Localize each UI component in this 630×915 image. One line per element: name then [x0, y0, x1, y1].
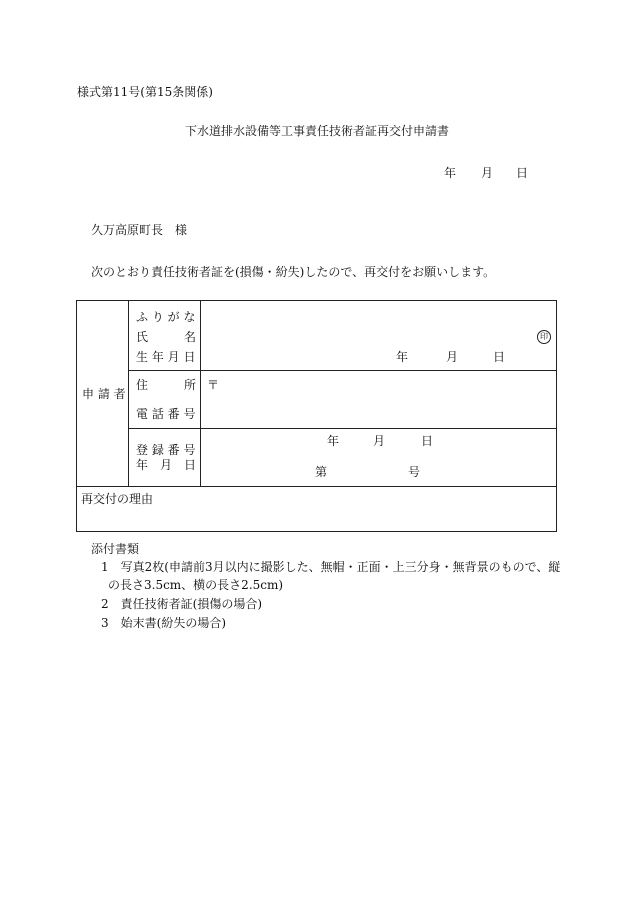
name-label-first: 氏: [136, 330, 149, 344]
seal-mark-icon: 印: [537, 330, 551, 344]
address-label-second: 所: [184, 378, 197, 392]
attachment-item-3: 3 始末書(紛失の場合): [101, 616, 226, 630]
reg-year-label: 年: [327, 434, 340, 448]
reg-month-label: 月: [373, 434, 386, 448]
birth-day-label: 日: [493, 350, 506, 364]
table-divider-row3: [76, 486, 557, 487]
attachment-item-1: 1 写真2枚(申請前3月以内に撮影した、無帽・正面・上三分身・無背景のもので、縦: [101, 560, 561, 574]
birth-year-label: 年: [396, 350, 409, 364]
address-label-first: 住: [136, 378, 149, 392]
form-title: 下水道排水設備等工事責任技術者証再交付申請書: [185, 124, 450, 138]
attachment-item-2: 2 責任技術者証(損傷の場合): [101, 597, 262, 611]
request-statement: 次のとおり責任技術者証を(損傷・紛失)したので、再交付をお願いします。: [91, 265, 496, 279]
addressee: 久万高原町長 様: [91, 223, 188, 237]
attachments-heading: 添付書類: [91, 542, 140, 556]
postal-mark-icon: 〒: [207, 378, 220, 392]
registration-date-label: 年 月 日: [136, 458, 197, 472]
birthdate-label: 生 年 月 日: [136, 350, 196, 364]
date-year-label: 年: [444, 166, 457, 180]
birth-month-label: 月: [446, 350, 459, 364]
name-label-second: 名: [184, 330, 197, 344]
reg-number-prefix: 第: [315, 465, 328, 479]
table-border-left: [76, 300, 77, 532]
table-divider-row2: [128, 428, 557, 429]
furigana-label: ふ り が な: [136, 310, 196, 324]
reason-label: 再交付の理由: [81, 492, 154, 506]
phone-label: 電 話 番 号: [136, 407, 196, 421]
reg-number-suffix: 号: [408, 465, 421, 479]
table-divider-col1: [128, 300, 129, 487]
attachment-item-1-continued: の長さ3.5cm、横の長さ2.5cm): [108, 578, 284, 592]
registration-number-label: 登 録 番 号: [136, 443, 196, 457]
reg-day-label: 日: [421, 434, 434, 448]
table-divider-col2: [200, 300, 201, 487]
table-border-bottom: [76, 531, 557, 532]
date-day-label: 日: [516, 166, 529, 180]
form-number: 様式第11号(第15条関係): [77, 85, 213, 99]
table-divider-row1: [128, 370, 557, 371]
table-border-right: [556, 300, 557, 532]
table-border-top: [76, 300, 557, 301]
date-month-label: 月: [481, 166, 494, 180]
applicant-label: 申 請 者: [82, 387, 126, 401]
